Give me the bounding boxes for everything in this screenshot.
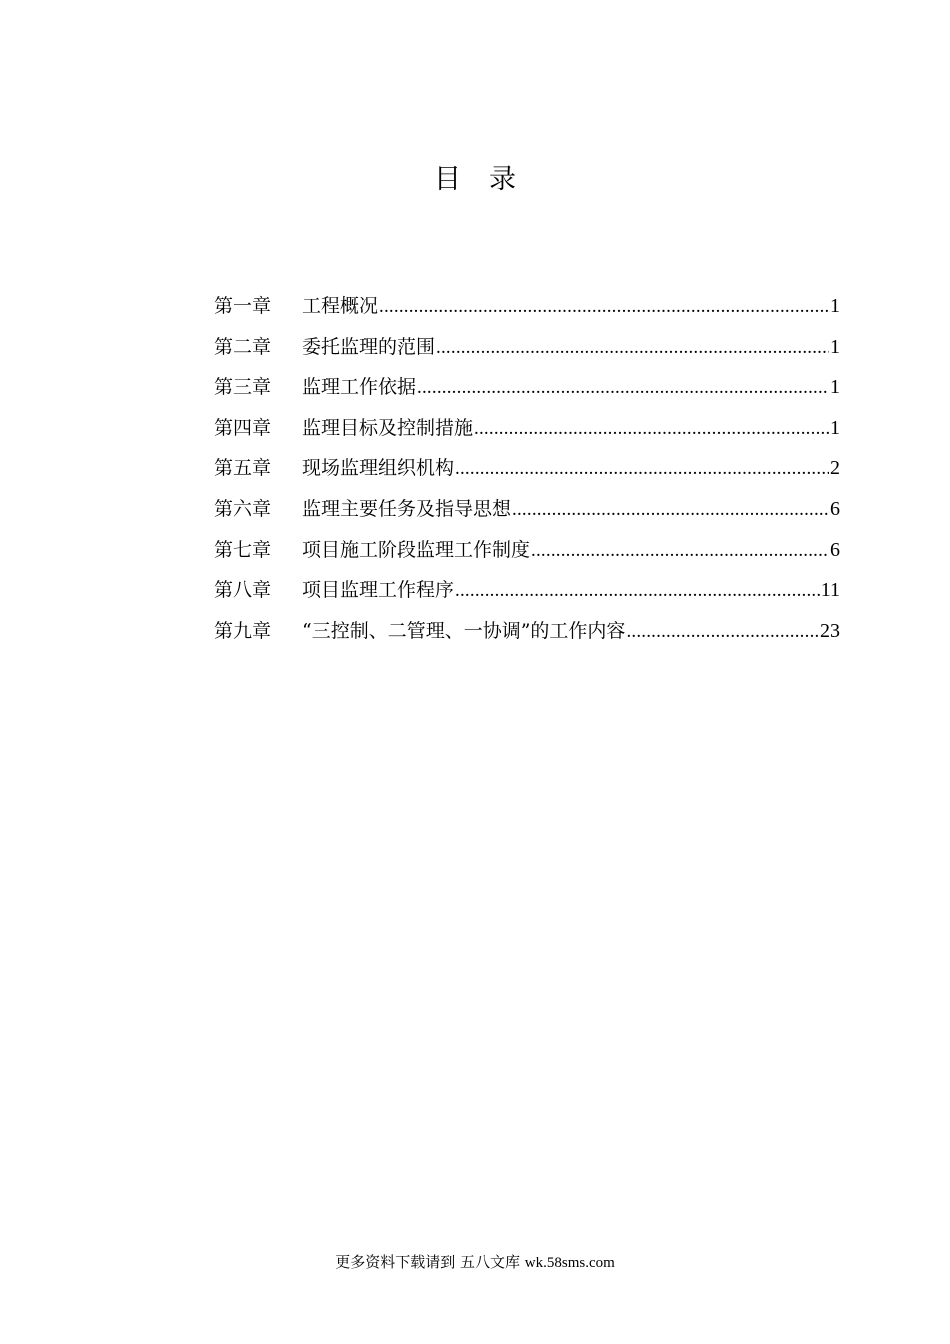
- toc-entry-1[interactable]: [214, 286, 840, 327]
- footer-site-link[interactable]: wk.58sms.com: [524, 1255, 615, 1271]
- toc-title: 项目施工阶段监理工作制度: [302, 538, 531, 561]
- toc-entry-3[interactable]: [214, 367, 840, 408]
- dot-leader: [474, 409, 829, 449]
- toc-page-number: 6: [830, 538, 840, 561]
- toc-entry-5[interactable]: [214, 448, 840, 489]
- toc-chapter-label: 第八章: [214, 579, 272, 602]
- toc-page-number: 1: [830, 416, 840, 439]
- toc-entry-8[interactable]: [214, 570, 840, 611]
- toc-page-number: 11: [820, 579, 840, 602]
- toc-chapter-label: 第六章: [214, 497, 272, 520]
- toc-page-number: 1: [830, 295, 840, 317]
- toc-chapter-label: 第四章: [214, 416, 272, 439]
- toc-page-number: 2: [830, 457, 840, 480]
- toc-title: 工程概况: [302, 295, 379, 317]
- toc-title: 项目监理工作程序: [302, 579, 455, 602]
- dot-leader: [531, 531, 829, 571]
- table-of-contents: [214, 286, 840, 651]
- toc-chapter-label: 第二章: [214, 335, 272, 358]
- toc-chapter-label: 第三章: [214, 376, 272, 399]
- toc-entry-6[interactable]: [214, 489, 840, 530]
- dot-leader: [512, 490, 829, 530]
- toc-title: 现场监理组织机构: [302, 457, 455, 480]
- toc-title: “三控制、二管理、一协调”的工作内容: [302, 619, 626, 642]
- toc-title: 监理工作依据: [302, 376, 417, 399]
- toc-title: 委托监理的范围: [302, 335, 436, 358]
- toc-chapter-label: 第九章: [214, 619, 272, 642]
- dot-leader: [455, 571, 820, 611]
- toc-page-number: 1: [830, 335, 840, 358]
- toc-title: 监理目标及控制措施: [302, 416, 474, 439]
- page-title: 目录: [434, 164, 544, 195]
- toc-entry-4[interactable]: [214, 408, 840, 449]
- toc-chapter-label: 第一章: [214, 295, 272, 317]
- dot-leader: [436, 328, 829, 368]
- toc-page-number: 1: [830, 376, 840, 399]
- toc-chapter-label: 第五章: [214, 457, 272, 480]
- page-footer: [0, 1250, 950, 1275]
- footer-text: 更多资料下载请到 五八文库: [335, 1253, 520, 1271]
- toc-page-number: 23: [820, 619, 840, 642]
- toc-chapter-label: 第七章: [214, 538, 272, 561]
- toc-entry-9[interactable]: [214, 611, 840, 652]
- toc-entry-7[interactable]: [214, 530, 840, 571]
- dot-leader: [417, 368, 829, 408]
- toc-entry-2[interactable]: [214, 327, 840, 368]
- toc-page-number: 6: [830, 497, 840, 520]
- dot-leader: [379, 287, 829, 327]
- toc-title: 监理主要任务及指导思想: [302, 497, 512, 520]
- dot-leader: [626, 612, 819, 652]
- dot-leader: [455, 449, 829, 489]
